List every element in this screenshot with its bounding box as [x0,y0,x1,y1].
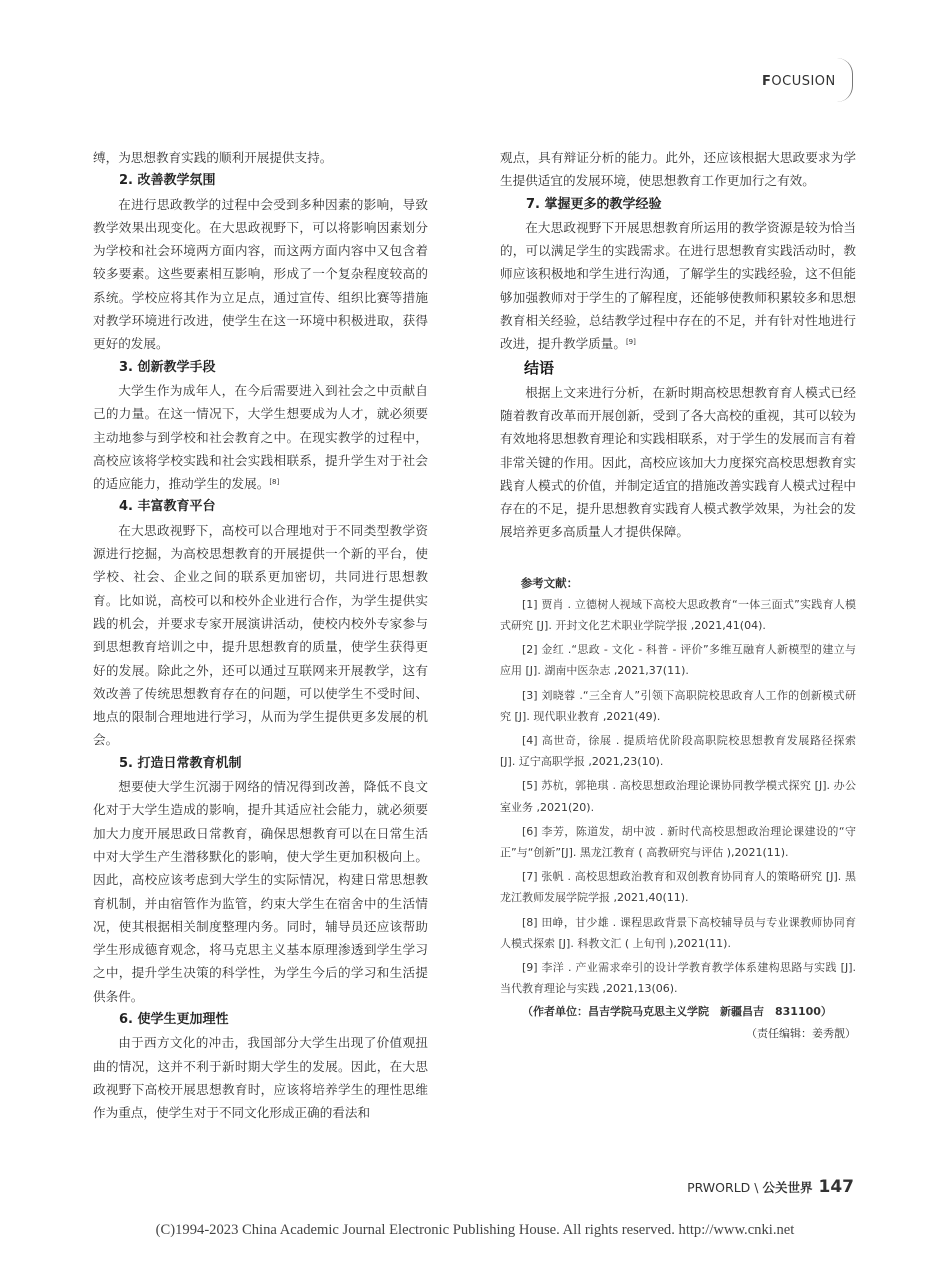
section-heading [93,356,428,379]
paragraph-text: 4. 丰富教育平台 [119,499,216,515]
section-heading [93,752,428,775]
body-paragraph [500,146,856,193]
paragraph-text: 5. 打造日常教育机制 [119,755,242,771]
paragraph-text: 7. 掌握更多的教学经验 [526,196,662,212]
left-column [93,146,428,1124]
page-number: 147 [818,1177,854,1197]
references-list [500,594,856,1000]
body-paragraph [93,193,428,356]
body-paragraph [93,519,428,752]
copyright-line: (C)1994-2023 China Academic Journal Electronic Publishing House. All rights reserved. http://www.cnki.net [155,1222,795,1238]
paragraph-text: 在大思政视野下，高校可以合理地对于不同类型教学资源进行挖掘，为高校思想教育的开展提供一个新的平台，使学校、社会、企业之间的联系更加密切，共同进行思想教育。比如说，高校可以和校外企业进行合作，为学生提供实践的机会，并要求专家开展演讲活动，使校内校外专家参与到思想教育培训之中，提升思想教育的质量，使学生获得更好的发展。除此之外，还可以通过互联网来开展教学，这有效改善了传统思想教育存在的问题，可以使学生不受时间、地点的限制合理地进行学习，从而为学生提供更多发展的机会。 [93,522,428,748]
body-paragraph [93,379,428,495]
body-paragraph [93,775,428,1008]
paragraph-text: 根据上文来进行分析，在新时期高校思想教育育人模式已经随着教育改革而开展创新，受到了各大高校的重视，其可以较为有效地将思想教育理论和实践相联系，对于学生的发展而言有着非常关键的作用。因此，高校应该加大力度探究高校思想教育实践育人模式的价值，并制定适宜的措施改善实践育人模式过程中存在的不足，提升思想教育实践育人模式教学效果，为社会的发展培养更多高质量人才提供保障。 [500,384,856,540]
section-heading [93,169,428,192]
right-column [500,146,856,1044]
footer-brand: PRWORLD [687,1180,751,1195]
responsible-editor: （责任编辑：姜秀靓） [746,1027,856,1041]
body-paragraph [93,1031,428,1124]
footer-journal: 公关世界 [762,1180,813,1195]
paragraph-text: 在进行思政教学的过程中会受到多种因素的影响，导致教学效果出现变化。在大思政视野下，可以将影响因素划分为学校和社会环境两方面内容，而这两方面内容中又包含着较多要素。这些要素相互影响，形成了一个复杂程度较高的系统。学校应将其作为立足点，通过宣传、组织比赛等措施对教学环境进行改进，使学生在这一环境中积极进取，获得更好的发展。 [93,196,428,352]
paragraph-text: 想要使大学生沉溺于网络的情况得到改善，降低不良文化对于大学生造成的影响，提升其适应社会能力，就必须要加大力度开展思政日常教育，确保思想教育可以在日常生活中对大学生产生潜移默化的影响，使大学生更加积极向上。因此，高校应该考虑到大学生的实际情况，构建日常思想教育机制，并由宿管作为监管，约束大学生在宿舍中的生活情况，使其根据相关制度整理内务。同时，辅导员还应该帮助学生形成德育观念，将马克思主义基本原理渗透到学生学习之中，提升学生决策的科学性，为学生今后的学习和生活提供条件。 [93,779,428,1004]
paragraph-text: 2. 改善教学氛围 [119,173,216,189]
journal-logo [762,74,836,89]
logo-prefix: F [762,74,772,89]
paragraph-text: 6. 使学生更加理性 [119,1011,229,1027]
paragraph-text: 结语 [524,358,555,377]
paragraph-text: 观点，具有辩证分析的能力。此外，还应该根据大思政要求为学生提供适宜的发展环境，使思想教育工作更加行之有效。 [500,150,856,189]
citation-marker: [9] [625,338,636,347]
section-heading [93,1008,428,1031]
paragraph-text: 在大思政视野下开展思想教育所运用的教学资源是较为恰当的，可以满足学生的实践需求。在进行思想教育实践活动时，教师应该积极地和学生进行沟通，了解学生的实践经验，这不但能够加强教师对于学生的了解程度，还能够使教师积累较多和思想教育相关经验，总结教学过程中存在的不足，并有针对性地进行改进，提升教学质量。 [500,219,856,352]
footer-separator: \ [754,1180,759,1195]
paragraph-text: 由于西方文化的冲击，我国部分大学生出现了价值观扭曲的情况，这并不利于新时期大学生的发展。因此，在大思政视野下高校开展思想教育时，应该将培养学生的理性思维作为重点，使学生对于不同文化形成正确的看法和 [93,1035,428,1121]
citation-marker: [8] [269,478,280,487]
reference-item: [5] 苏杭，郭艳琪 . 高校思想政治理论课协同教学模式探究 [J]. 办公室业务 ,2021(20). [500,779,856,814]
logo-rest: OCUSION [771,74,836,89]
page-footer [687,1177,854,1197]
reference-item: [8] 田峥，甘少雄 . 课程思政背景下高校辅导员与专业课教师协同育人模式探索 [J]. 科教文汇 ( 上旬刊 ),2021(11). [500,915,856,950]
conclusion-heading [500,357,856,380]
body-paragraph [500,216,856,356]
section-heading [93,495,428,518]
author-affiliation: （作者单位：昌吉学院马克思主义学院 新疆昌吉 831100） [522,1005,832,1019]
body-paragraph [93,146,428,169]
body-paragraph [500,381,856,544]
section-heading [500,193,856,216]
paragraph-text: 大学生作为成年人，在今后需要进入到社会之中贡献自己的力量。在这一情况下，大学生想要成为人才，就必须要主动地参与到学校和社会教育之中。在现实教学的过程中，高校应该将学校实践和社会实践相联系，提升学生对于社会的适应能力，推动学生的发展。 [93,382,428,492]
reference-item: [1] 贾肖 . 立德树人视域下高校大思政教育“一体三面式”实践育人模式研究 [J]. 开封文化艺术职业学院学报 ,2021,41(04). [500,597,856,632]
paragraph-text: 3. 创新教学手段 [119,359,216,375]
reference-item: [2] 金红 .“思政 - 文化 - 科普 - 评价”多维互融育人新模型的建立与应用 [J]. 湖南中医杂志 ,2021,37(11). [500,643,856,678]
reference-item: [4] 高世奇，徐展 . 提质培优阶段高职院校思想教育发展路径探索 [J]. 辽宁高职学报 ,2021,23(10). [500,733,856,769]
references-title: 参考文献： [520,575,579,590]
reference-item: [9] 李洋 . 产业需求牵引的设计学教育教学体系建构思路与实践 [J]. 当代教育理论与实践 ,2021,13(06). [500,961,856,996]
paragraph-text: 缚，为思想教育实践的顺利开展提供支持。 [93,150,333,165]
reference-item: [3] 刘晓蓉 .“三全育人”引领下高职院校思政育人工作的创新模式研究 [J]. 现代职业教育 ,2021(49). [500,688,856,723]
header-bracket [834,58,853,102]
reference-item: [6] 李芳，陈道发，胡中波 . 新时代高校思想政治理论课建设的“守正”与“创新”[J]. 黑龙江教育 ( 高教研究与评估 ),2021(11). [500,824,856,859]
reference-item: [7] 张帆 . 高校思想政治教育和双创教育协同育人的策略研究 [J]. 黑龙江教师发展学院学报 ,2021,40(11). [500,870,856,905]
